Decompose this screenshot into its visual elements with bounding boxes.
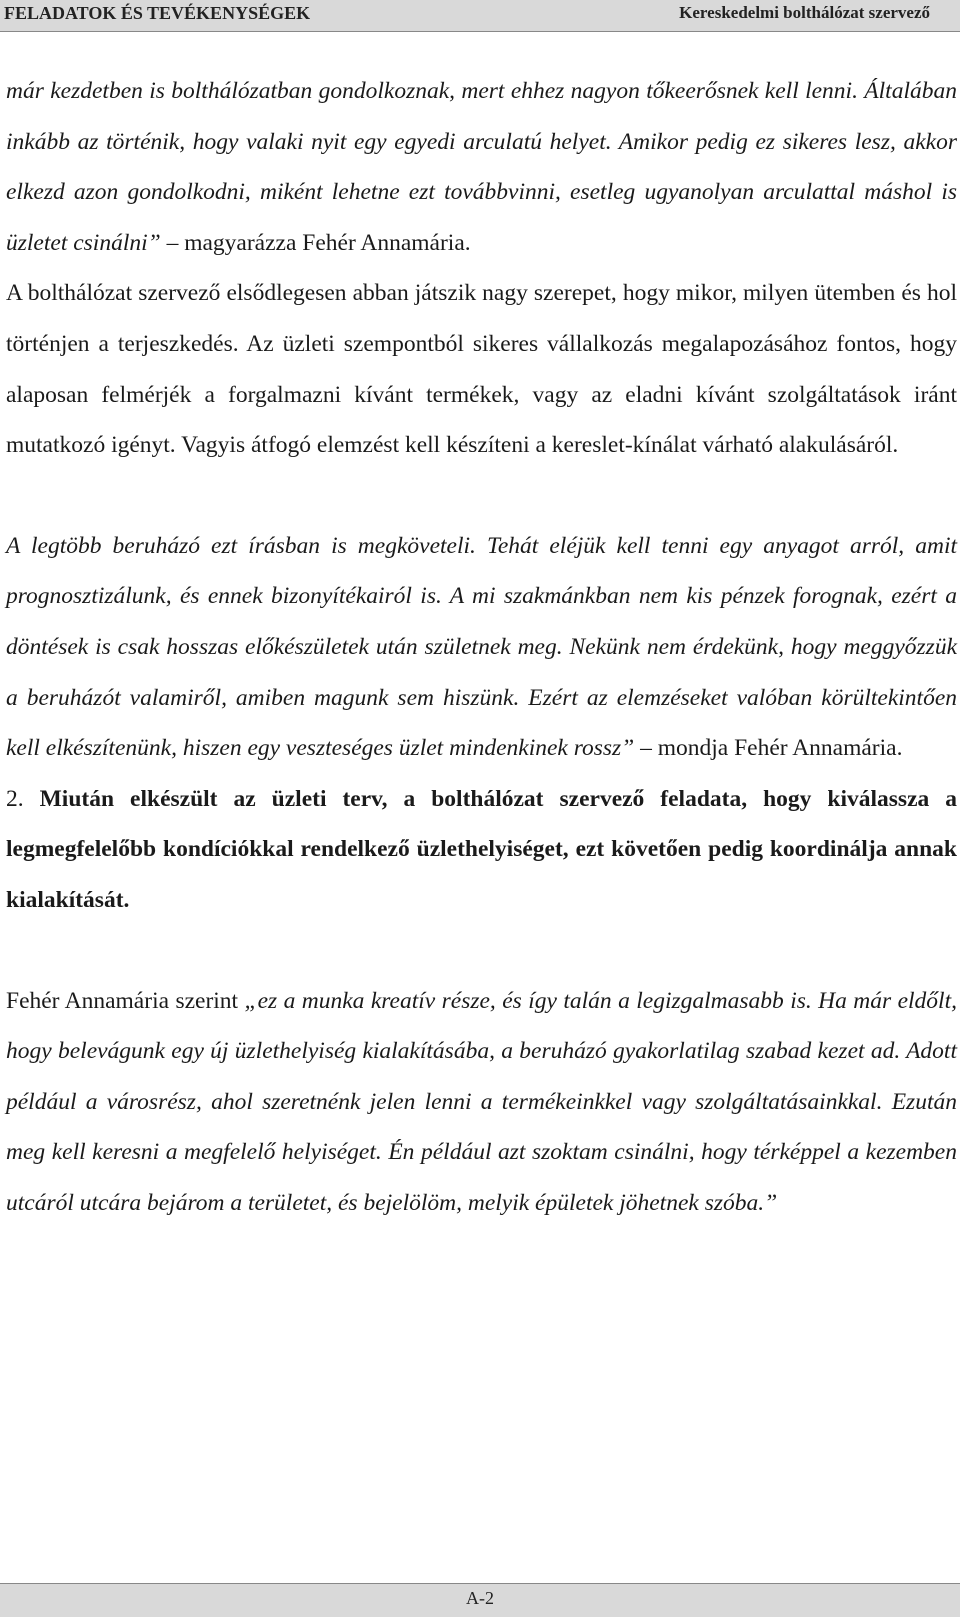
quote-attribution: – mondja Fehér Annamária. <box>634 735 903 762</box>
step-number: 2. <box>6 785 40 812</box>
page-number: A-2 <box>466 1588 494 1608</box>
quote-text: már kezdetben is bolthálózatban gondolkoznak, mert ehhez nagyon tőkeerősnek kell lenni. Általában inkább az történik, hogy valaki nyit egy egyedi arculatú helyet. Amikor pedig ez sikeres lesz, akkor elkezd azon gondolkodni, miként lehetne ezt továbbvinni, esetleg ugyanolyan arculattal máshol is üzletet csinálni” <box>6 78 957 256</box>
quote-intro: Fehér Annamária szerint <box>6 987 245 1014</box>
paragraph-quote-investors <box>6 521 957 774</box>
paragraph-expansion: A bolthálózat szervező elsődlegesen abban játszik nagy szerepet, hogy mikor, milyen ütemben és hol történjen a terjeszkedés. Az üzleti szempontból sikeres vállalkozás megalapozásához fontos, hogy alaposan felmérjék a forgalmazni kívánt termékek, vagy az eladni kívánt szolgáltatások iránt mutatkozó igényt. Vagyis átfogó elemzést kell készíteni a kereslet-kínálat várható alakulásáról. <box>6 280 957 459</box>
paragraph-quote-intro <box>6 66 957 268</box>
paragraph-quote-creative <box>6 976 957 1229</box>
step-text: Miután elkészült az üzleti terv, a bolthálózat szervező feladata, hogy kiválassza a legmegfelelőbb kondíciókkal rendelkező üzlethelyiséget, ezt követően pedig koordinálja annak kialakítását. <box>6 785 957 913</box>
paragraph-step-2 <box>6 774 957 926</box>
header-section-title: FELADATOK ÉS TEVÉKENYSÉGEK <box>4 3 311 23</box>
quote-attribution: – magyarázza Fehér Annamária. <box>160 229 471 256</box>
page-body <box>6 66 957 1228</box>
header-divider <box>0 31 960 32</box>
header-document-title: Kereskedelmi bolthálózat szervező <box>679 3 930 22</box>
quote-text: A legtöbb beruházó ezt írásban is megköveteli. Tehát eléjük kell tenni egy anyagot arról, amit prognosztizálunk, és ennek bizonyítékairól is. A mi szakmánkban nem kis pénzek forognak, ezért a döntések is csak hosszas előkészületek után születnek meg. Nekünk nem érdekünk, hogy meggyőzzük a beruházót valamiről, amiben magunk sem hiszünk. Ezért az elemzéseket valóban körültekintően kell elkészítenünk, hiszen egy veszteséges üzlet mindenkinek rossz” <box>6 532 957 762</box>
paragraph-spacer <box>6 926 957 976</box>
paragraph-spacer <box>6 471 957 521</box>
quote-text: „ez a munka kreatív része, és így talán a legizgalmasabb is. Ha már eldőlt, hogy belevágunk egy új üzlethelyiség kialakításába, a beruházó gyakorlatilag szabad kezet ad. Adott például a városrész, ahol szeretnénk jelen lenni a termékeinkkel vagy szolgáltatásainkkal. Ezután meg kell keresni a megfelelő helyiséget. Én például azt szoktam csinálni, hogy térképpel a kezemben utcáról utcára bejárom a területet, és bejelölöm, melyik épületek jöhetnek szóba.” <box>6 987 957 1216</box>
page-footer <box>0 1583 960 1617</box>
page-header <box>0 0 960 31</box>
